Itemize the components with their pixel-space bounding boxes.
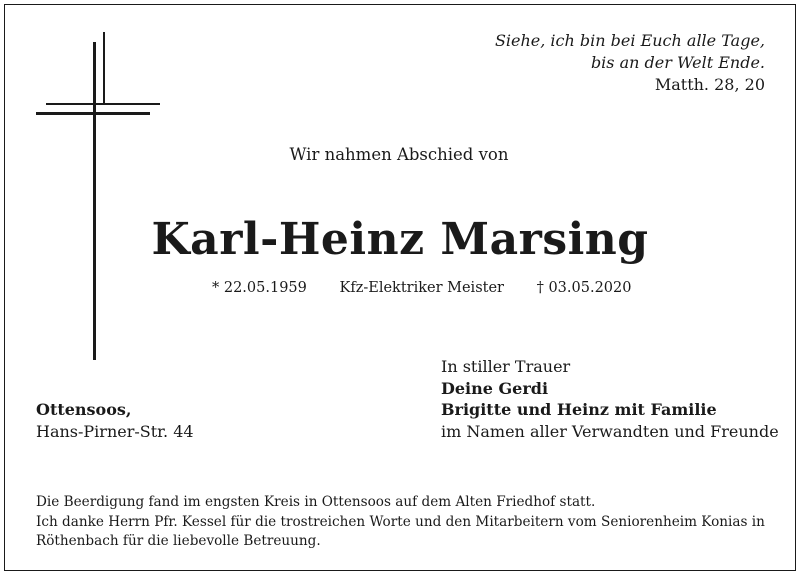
mourner-wife: Deine Gerdi <box>441 378 549 398</box>
cross-vertical-beam-offset <box>103 32 105 104</box>
mourning-phrase: In stiller Trauer <box>441 357 571 376</box>
cross-vertical-beam <box>93 42 96 360</box>
intro-label: Wir nahmen Abschied von <box>289 145 509 164</box>
bible-verse <box>495 30 765 96</box>
verse-line-2: bis an der Welt Ende. <box>590 53 765 72</box>
cross-horizontal-beam <box>46 103 160 105</box>
cross-horizontal-beam-offset <box>36 112 150 115</box>
death-date: † 03.05.2020 <box>536 280 632 296</box>
footer-notice <box>36 493 765 552</box>
birth-date: * 22.05.1959 <box>212 280 307 296</box>
verse-reference: Matth. 28, 20 <box>654 75 765 94</box>
mourner-family: Brigitte und Heinz mit Familie <box>441 400 717 419</box>
deceased-name-text: Karl-Heinz Marsing <box>151 214 649 265</box>
life-details <box>212 280 631 296</box>
footer-line-3: Röthenbach für die liebevolle Betreuung. <box>36 533 321 549</box>
deceased-name <box>0 214 800 265</box>
footer-line-2: Ich danke Herrn Pfr. Kessel für die trostreichen Worte und den Mitarbeitern vom Seniorenheim Konias in <box>36 513 765 530</box>
mourner-relatives: im Namen aller Verwandten und Freunde <box>441 421 779 441</box>
address-block <box>36 399 194 442</box>
profession: Kfz-Elektriker Meister <box>339 280 504 296</box>
address-town: Ottensoos, <box>36 400 132 419</box>
footer-line-1: Die Beerdigung fand im engsten Kreis in Ottensoos auf dem Alten Friedhof statt. <box>36 494 596 510</box>
address-street: Hans-Pirner-Str. 44 <box>36 421 194 441</box>
mourners-block <box>441 356 779 442</box>
intro-text <box>0 145 800 164</box>
verse-line-1: Siehe, ich bin bei Euch alle Tage, <box>494 31 765 50</box>
